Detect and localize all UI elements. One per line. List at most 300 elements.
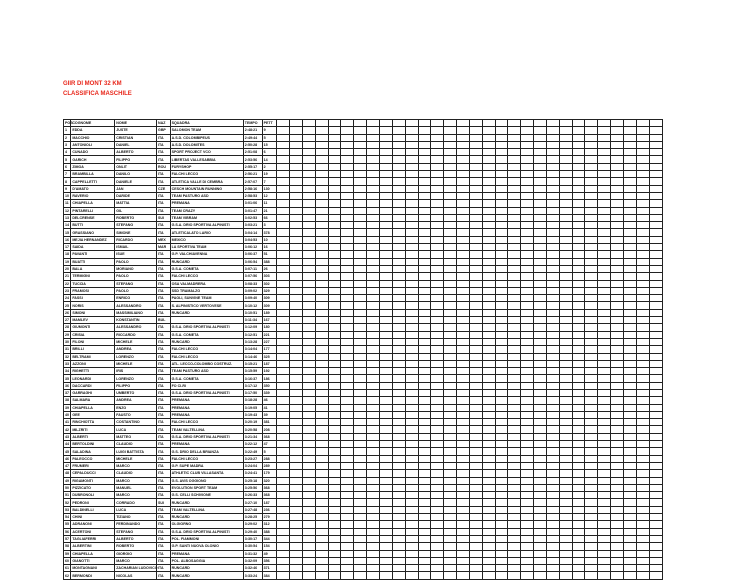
cell-empty [290, 543, 303, 550]
cell-pos: 46 [65, 456, 69, 461]
table-row [64, 433, 663, 440]
cell-empty [534, 368, 547, 375]
table-row [64, 455, 663, 462]
header-empty [649, 120, 662, 127]
cell-empty [379, 229, 392, 236]
cell-empty [315, 141, 328, 148]
cell-nation: ITA [157, 192, 171, 199]
cell-surname: CHIAPELLA [71, 404, 115, 411]
cell-empty [572, 389, 585, 396]
cell-empty [559, 448, 572, 455]
table-row [64, 200, 663, 207]
cell-empty [290, 171, 303, 178]
cell-empty [624, 353, 637, 360]
cell-bib: 325 [262, 353, 277, 360]
cell-name: ALESSANDRO [115, 302, 157, 309]
cell-empty [405, 397, 418, 404]
cell-empty [431, 178, 444, 185]
cell-empty [624, 302, 637, 309]
cell-empty [354, 317, 367, 324]
cell-empty [469, 462, 482, 469]
cell-name: LORENZO [115, 375, 157, 382]
cell-empty [379, 521, 392, 528]
cell-empty [341, 462, 354, 469]
cell-empty [457, 295, 470, 302]
cell-empty [585, 331, 598, 338]
cell-nation: CZE [157, 185, 171, 192]
cell-time: 3:33:24 [243, 572, 262, 579]
cell-empty [546, 331, 559, 338]
cell-empty [636, 302, 649, 309]
cell-empty [418, 229, 431, 236]
cell-empty [649, 557, 662, 564]
cell-empty [457, 419, 470, 426]
cell-empty [559, 149, 572, 156]
cell-empty [328, 470, 341, 477]
cell-empty [559, 309, 572, 316]
cell-empty [379, 441, 392, 448]
cell-empty [546, 528, 559, 535]
cell-empty [379, 448, 392, 455]
cell-empty [418, 419, 431, 426]
cell-pos: 55 [65, 522, 69, 527]
cell-empty [457, 426, 470, 433]
cell-empty [598, 572, 611, 579]
cell-empty [469, 484, 482, 491]
cell-empty [444, 141, 457, 148]
cell-empty [277, 462, 290, 469]
table-row [64, 251, 663, 258]
cell-empty [482, 389, 495, 396]
cell-empty [546, 258, 559, 265]
cell-team: G.S. DRIO DELLA BRIANZA [170, 448, 243, 455]
cell-empty [302, 557, 315, 564]
cell-empty [392, 419, 405, 426]
cell-surname: RIGAMONTI [71, 477, 115, 484]
cell-time: 2:55:17 [243, 163, 262, 170]
cell-empty [624, 404, 637, 411]
cell-empty [482, 265, 495, 272]
cell-surname: MILZRITI [71, 426, 115, 433]
cell-team: FALCHI LECCO [170, 455, 243, 462]
cell-nation: ITA [157, 207, 171, 214]
cell-surname: FILONI [71, 338, 115, 345]
cell-empty [508, 528, 521, 535]
results-table [63, 119, 663, 580]
cell-nation: ITA [157, 134, 171, 141]
cell-empty [354, 207, 367, 214]
cell-empty [457, 317, 470, 324]
cell-empty [598, 273, 611, 280]
cell-empty [354, 382, 367, 389]
cell-empty [354, 127, 367, 134]
cell-empty [598, 484, 611, 491]
cell-empty [418, 477, 431, 484]
header-empty [636, 120, 649, 127]
table-row [64, 171, 663, 178]
cell-empty [405, 382, 418, 389]
cell-empty [379, 506, 392, 513]
cell-empty [418, 214, 431, 221]
cell-empty [315, 338, 328, 345]
cell-empty [418, 309, 431, 316]
cell-empty [315, 572, 328, 579]
cell-empty [354, 324, 367, 331]
cell-empty [431, 229, 444, 236]
cell-empty [277, 397, 290, 404]
cell-time: 3:14:04 [243, 346, 262, 353]
cell-empty [354, 280, 367, 287]
cell-empty [624, 397, 637, 404]
cell-empty [367, 309, 380, 316]
cell-empty [495, 426, 508, 433]
cell-name: UMBERTO [115, 389, 157, 396]
cell-empty [341, 375, 354, 382]
cell-empty [328, 506, 341, 513]
cell-pos: 26 [65, 310, 69, 315]
cell-empty [315, 375, 328, 382]
cell-empty [290, 411, 303, 418]
cell-empty [546, 368, 559, 375]
cell-empty [546, 492, 559, 499]
cell-bib: 289 [262, 462, 277, 469]
cell-empty [546, 156, 559, 163]
cell-empty [559, 127, 572, 134]
cell-empty [572, 462, 585, 469]
cell-empty [598, 368, 611, 375]
cell-empty [585, 346, 598, 353]
header-empty [546, 120, 559, 127]
cell-time: 3:03:21 [243, 222, 262, 229]
cell-empty [611, 317, 624, 324]
cell-empty [598, 207, 611, 214]
cell-empty [572, 236, 585, 243]
cell-empty [277, 156, 290, 163]
cell-empty [495, 419, 508, 426]
cell-nation: ITA [157, 543, 171, 550]
header-empty [354, 120, 367, 127]
cell-empty [469, 375, 482, 382]
cell-empty [354, 229, 367, 236]
cell-empty [636, 309, 649, 316]
cell-empty [469, 557, 482, 564]
cell-empty [649, 185, 662, 192]
cell-empty [328, 499, 341, 506]
cell-bib: 187 [262, 499, 277, 506]
cell-empty [405, 236, 418, 243]
cell-empty [457, 499, 470, 506]
cell-empty [315, 302, 328, 309]
cell-empty [598, 470, 611, 477]
cell-empty [546, 411, 559, 418]
cell-empty [546, 470, 559, 477]
cell-empty [354, 178, 367, 185]
cell-empty [392, 185, 405, 192]
cell-empty [418, 200, 431, 207]
cell-empty [521, 521, 534, 528]
cell-empty [611, 200, 624, 207]
cell-empty [559, 404, 572, 411]
cell-empty [508, 229, 521, 236]
cell-empty [649, 251, 662, 258]
cell-name: PAOLO [115, 273, 157, 280]
cell-empty [598, 127, 611, 134]
cell-empty [521, 433, 534, 440]
table-row [64, 192, 663, 199]
cell-empty [302, 229, 315, 236]
cell-bib: 356 [262, 557, 277, 564]
cell-empty [290, 295, 303, 302]
cell-empty [354, 368, 367, 375]
cell-empty [649, 419, 662, 426]
cell-empty [611, 156, 624, 163]
cell-empty [431, 389, 444, 396]
cell-empty [559, 185, 572, 192]
cell-empty [585, 156, 598, 163]
cell-nation: ITA [157, 375, 171, 382]
cell-empty [495, 353, 508, 360]
cell-empty [585, 244, 598, 251]
cell-empty [379, 317, 392, 324]
cell-empty [508, 389, 521, 396]
cell-empty [405, 149, 418, 156]
cell-empty [379, 557, 392, 564]
cell-empty [585, 178, 598, 185]
cell-empty [379, 470, 392, 477]
cell-empty [636, 338, 649, 345]
cell-empty [315, 470, 328, 477]
cell-pos: 16 [65, 237, 69, 242]
cell-empty [521, 331, 534, 338]
cell-empty [534, 572, 547, 579]
cell-empty [624, 127, 637, 134]
cell-pos: 11 [65, 201, 69, 206]
cell-empty [559, 492, 572, 499]
cell-empty [302, 309, 315, 316]
cell-name: RICARDO [115, 236, 157, 243]
cell-empty [636, 506, 649, 513]
cell-empty [482, 470, 495, 477]
cell-empty [611, 484, 624, 491]
cell-empty [649, 368, 662, 375]
cell-empty [277, 426, 290, 433]
cell-empty [277, 506, 290, 513]
cell-empty [495, 411, 508, 418]
cell-empty [624, 521, 637, 528]
table-row [64, 324, 663, 331]
cell-empty [508, 368, 521, 375]
cell-empty [379, 389, 392, 396]
cell-empty [379, 411, 392, 418]
cell-empty [290, 346, 303, 353]
cell-empty [431, 535, 444, 542]
cell-empty [405, 543, 418, 550]
cell-empty [559, 557, 572, 564]
cell-empty [341, 543, 354, 550]
cell-empty [457, 521, 470, 528]
cell-empty [649, 156, 662, 163]
cell-empty [636, 455, 649, 462]
cell-empty [315, 535, 328, 542]
cell-empty [469, 382, 482, 389]
cell-empty [405, 273, 418, 280]
cell-empty [508, 185, 521, 192]
cell-pos: 53 [65, 507, 69, 512]
cell-empty [598, 302, 611, 309]
cell-empty [405, 506, 418, 513]
cell-empty [534, 295, 547, 302]
cell-surname: SALADINA [71, 448, 115, 455]
cell-empty [636, 317, 649, 324]
table-row [64, 141, 663, 148]
cell-bib: 16 [262, 244, 277, 251]
cell-empty [636, 514, 649, 521]
cell-empty [636, 470, 649, 477]
cell-team: PREMANA [170, 397, 243, 404]
cell-empty [328, 156, 341, 163]
cell-empty [495, 514, 508, 521]
cell-empty [290, 251, 303, 258]
cell-empty [444, 419, 457, 426]
cell-empty [431, 433, 444, 440]
cell-empty [367, 565, 380, 572]
cell-empty [315, 258, 328, 265]
cell-empty [315, 222, 328, 229]
cell-empty [290, 441, 303, 448]
cell-empty [482, 207, 495, 214]
cell-team: CESCH MOUNTAIN RUNNING [170, 185, 243, 192]
cell-empty [546, 149, 559, 156]
cell-empty [328, 543, 341, 550]
cell-name: ROBERTO [115, 543, 157, 550]
cell-empty [367, 163, 380, 170]
cell-empty [636, 477, 649, 484]
cell-empty [392, 389, 405, 396]
cell-empty [290, 280, 303, 287]
cell-team: G.S. CELLI SCHIVIONE [170, 492, 243, 499]
cell-empty [649, 134, 662, 141]
cell-empty [328, 214, 341, 221]
cell-nation: ITA [157, 360, 171, 367]
cell-empty [315, 426, 328, 433]
cell-empty [277, 411, 290, 418]
cell-name: STEFANO [115, 528, 157, 535]
cell-empty [546, 514, 559, 521]
cell-empty [457, 244, 470, 251]
cell-empty [290, 265, 303, 272]
cell-empty [469, 324, 482, 331]
cell-empty [624, 499, 637, 506]
cell-nation: ITA [157, 222, 171, 229]
cell-empty [367, 419, 380, 426]
cell-empty [469, 236, 482, 243]
cell-empty [302, 528, 315, 535]
cell-empty [508, 214, 521, 221]
ranking-subtitle: CLASSIFICA MASCHILE [63, 91, 132, 97]
cell-empty [572, 171, 585, 178]
cell-empty [611, 287, 624, 294]
cell-empty [431, 185, 444, 192]
cell-empty [367, 236, 380, 243]
cell-name: PAOLO [115, 287, 157, 294]
cell-empty [328, 200, 341, 207]
cell-empty [405, 550, 418, 557]
cell-empty [482, 433, 495, 440]
cell-empty [290, 309, 303, 316]
cell-empty [469, 207, 482, 214]
cell-empty [418, 565, 431, 572]
cell-pos: 35 [65, 376, 69, 381]
cell-empty [585, 251, 598, 258]
cell-empty [277, 353, 290, 360]
cell-empty [444, 331, 457, 338]
cell-empty [495, 543, 508, 550]
cell-empty [302, 353, 315, 360]
cell-empty [611, 171, 624, 178]
cell-empty [482, 535, 495, 542]
cell-name: ALBERTO [115, 149, 157, 156]
cell-empty [354, 346, 367, 353]
cell-empty [508, 207, 521, 214]
cell-empty [572, 557, 585, 564]
cell-name: ZACHARIAN LUDOVICO [116, 566, 158, 571]
cell-empty [457, 514, 470, 521]
cell-empty [546, 251, 559, 258]
cell-pos: 4 [64, 149, 71, 156]
cell-empty [649, 448, 662, 455]
cell-empty [328, 317, 341, 324]
cell-empty [559, 426, 572, 433]
cell-empty [585, 207, 598, 214]
cell-empty [328, 528, 341, 535]
cell-empty [624, 149, 637, 156]
cell-empty [559, 324, 572, 331]
cell-empty [546, 426, 559, 433]
cell-empty [328, 331, 341, 338]
cell-empty [559, 295, 572, 302]
table-row [64, 287, 663, 294]
cell-empty [495, 171, 508, 178]
cell-empty [585, 368, 598, 375]
cell-empty [482, 462, 495, 469]
cell-empty [392, 192, 405, 199]
cell-empty [546, 302, 559, 309]
cell-empty [598, 506, 611, 513]
cell-empty [315, 441, 328, 448]
cell-pos: 12 [65, 208, 69, 213]
cell-empty [277, 419, 290, 426]
cell-empty [290, 528, 303, 535]
cell-empty [367, 280, 380, 287]
cell-empty [585, 134, 598, 141]
cell-empty [572, 229, 585, 236]
table-row [64, 229, 663, 236]
cell-empty [624, 287, 637, 294]
cell-empty [649, 441, 662, 448]
cell-empty [508, 127, 521, 134]
cell-empty [585, 492, 598, 499]
cell-empty [534, 557, 547, 564]
table-row [64, 331, 663, 338]
cell-empty [277, 317, 290, 324]
table-row [64, 258, 663, 265]
cell-name: MICHELE [115, 338, 157, 345]
cell-empty [611, 222, 624, 229]
cell-empty [572, 404, 585, 411]
cell-empty [521, 506, 534, 513]
cell-empty [534, 470, 547, 477]
cell-empty [444, 222, 457, 229]
